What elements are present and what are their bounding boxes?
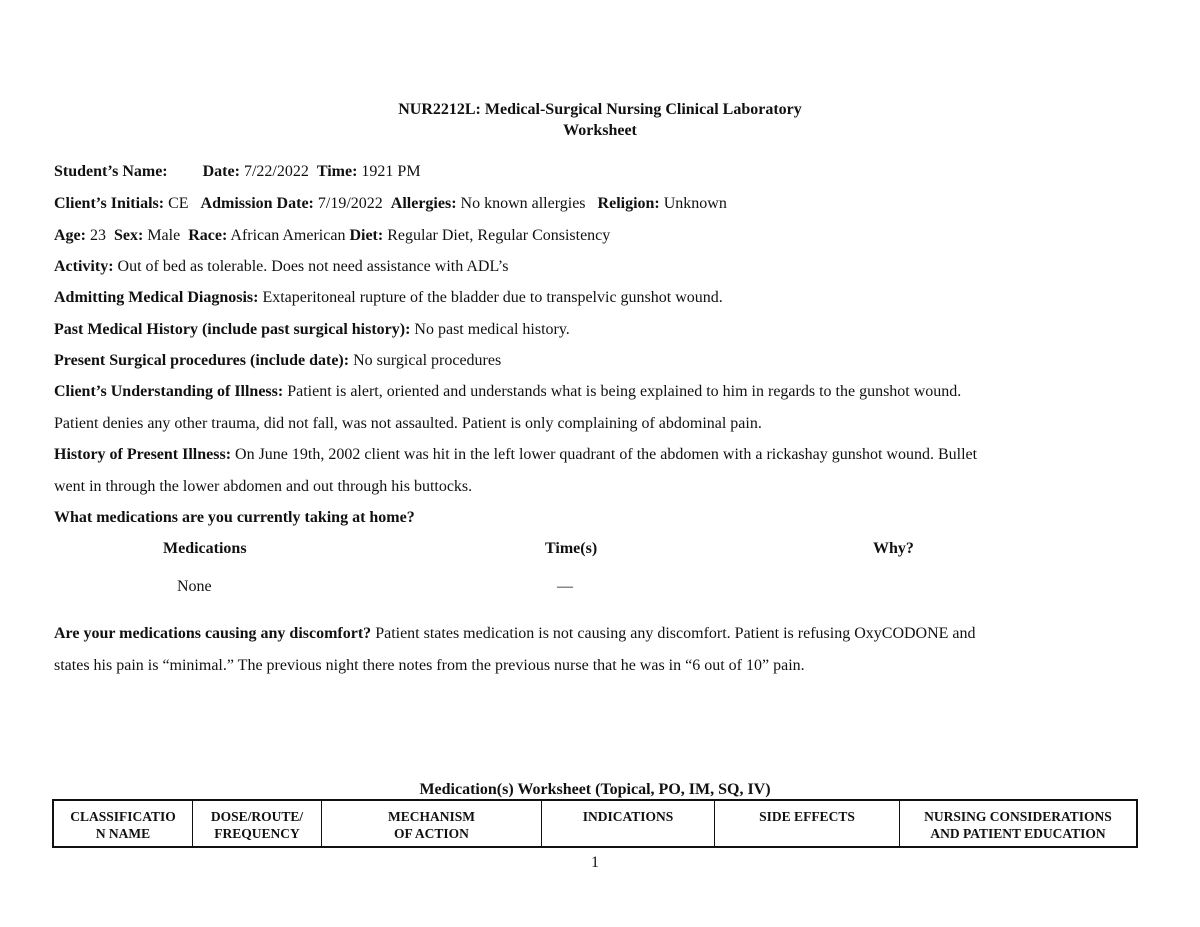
race-value: African American	[227, 227, 346, 244]
document-subtitle: Worksheet	[563, 122, 637, 139]
past-medical-history-value: No past medical history.	[410, 321, 570, 338]
page-number: 1	[591, 854, 599, 871]
race-label: Race:	[188, 227, 228, 244]
understanding-value: Patient is alert, oriented and understands what is being explained to him in regards to the gunshot wound.	[283, 383, 962, 400]
present-illness-continuation: went in through the lower abdomen and out through his buttocks.	[54, 478, 473, 495]
sex-label: Sex:	[113, 227, 144, 244]
home-meds-header-times: Time(s)	[545, 540, 598, 557]
col-dose-l1: DOSE/ROUTE/	[210, 809, 304, 824]
col-nursing-considerations	[900, 800, 1138, 847]
col-indications	[542, 800, 715, 847]
col-mechanism-of-action	[322, 800, 542, 847]
allergies-label: Allergies:	[390, 195, 457, 212]
diagnosis-value: Extaperitoneal rupture of the bladder due to transpelvic gunshot wound.	[258, 289, 723, 306]
document-title: NUR2212L: Medical-Surgical Nursing Clinical Laboratory	[398, 101, 802, 118]
present-illness-label: History of Present Illness:	[54, 446, 232, 463]
sex-value: Male	[143, 227, 181, 244]
understanding-line	[54, 383, 961, 401]
admission-date-label: Admission Date:	[200, 195, 314, 212]
initials-value: CE	[164, 195, 189, 212]
past-medical-history-label: Past Medical History (include past surgical history):	[54, 321, 411, 338]
worksheet-header-row	[53, 800, 1137, 847]
religion-label: Religion:	[597, 195, 660, 212]
col-dose-route-frequency	[193, 800, 322, 847]
medication-worksheet-table	[52, 799, 1138, 848]
present-illness-value: On June 19th, 2002 client was hit in the left lower quadrant of the abdomen with a rickashay gunshot wound. Bullet	[231, 446, 978, 463]
surgical-procedures-label: Present Surgical procedures (include date):	[54, 352, 350, 369]
activity-value: Out of bed as tolerable. Does not need assistance with ADL’s	[113, 258, 509, 275]
discomfort-label: Are your medications causing any discomfort?	[54, 625, 372, 642]
activity-line	[54, 258, 508, 276]
col-classification-l2: N NAME	[95, 826, 151, 841]
col-mechanism-l2: OF ACTION	[394, 826, 469, 841]
age-label: Age:	[54, 227, 86, 244]
home-meds-header-medications: Medications	[163, 540, 247, 557]
col-nursing-l2: AND PATIENT EDUCATION	[930, 826, 1106, 841]
allergies-value: No known allergies	[456, 195, 586, 212]
home-med-name: None	[177, 578, 212, 595]
col-classification-name	[53, 800, 193, 847]
activity-label: Activity:	[54, 258, 114, 275]
col-classification-l1: CLASSIFICATIO	[70, 809, 176, 824]
time-label: Time:	[316, 163, 358, 180]
understanding-continuation: Patient denies any other trauma, did not fall, was not assaulted. Patient is only complaining of abdominal pain.	[54, 415, 762, 432]
col-mechanism-l1: MECHANISM	[388, 809, 475, 824]
date-value: 7/22/2022	[239, 163, 309, 180]
col-side-effects	[715, 800, 900, 847]
col-indications-l1: INDICATIONS	[582, 809, 674, 824]
initials-label: Client’s Initials:	[54, 195, 165, 212]
age-value: 23	[85, 227, 106, 244]
diagnosis-label: Admitting Medical Diagnosis:	[54, 289, 259, 306]
discomfort-value: Patient states medication is not causing any discomfort. Patient is refusing OxyCODONE and	[371, 625, 976, 642]
discomfort-continuation: states his pain is “minimal.” The previous night there notes from the previous nurse that he was in “6 out of 10” pain.	[54, 657, 805, 674]
discomfort-line	[54, 625, 976, 643]
surgical-procedures-value: No surgical procedures	[349, 352, 502, 369]
client-info-line	[54, 195, 727, 213]
surgical-procedures-line	[54, 352, 501, 370]
diagnosis-line	[54, 289, 723, 307]
present-illness-line	[54, 446, 977, 464]
demographics-line	[54, 227, 610, 245]
home-med-time: —	[557, 578, 573, 595]
home-meds-header-why: Why?	[873, 540, 914, 557]
home-meds-question: What medications are you currently taking at home?	[54, 509, 415, 526]
col-nursing-l1: NURSING CONSIDERATIONS	[924, 809, 1112, 824]
time-value: 1921 PM	[357, 163, 421, 180]
col-side-effects-l1: SIDE EFFECTS	[759, 809, 855, 824]
student-date-time-line	[54, 163, 421, 181]
understanding-label: Client’s Understanding of Illness:	[54, 383, 284, 400]
diet-value: Regular Diet, Regular Consistency	[383, 227, 611, 244]
medication-worksheet-title: Medication(s) Worksheet (Topical, PO, IM, SQ, IV)	[419, 781, 771, 798]
religion-value: Unknown	[659, 195, 727, 212]
student-name-label: Student’s Name:	[54, 163, 168, 180]
date-label: Date:	[202, 163, 240, 180]
col-dose-l2: FREQUENCY	[214, 826, 300, 841]
admission-date-value: 7/19/2022	[313, 195, 383, 212]
past-medical-history-line	[54, 321, 570, 339]
diet-label: Diet:	[349, 227, 384, 244]
